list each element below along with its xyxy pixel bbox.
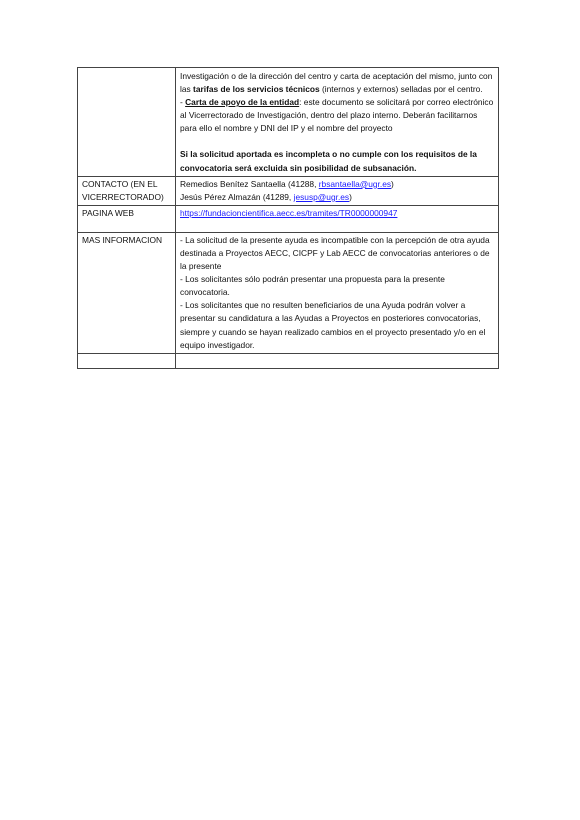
row-label: [78, 68, 176, 177]
website-link[interactable]: https://fundacioncientifica.aecc.es/tramites/TR0000000947: [180, 207, 398, 218]
info-table: [77, 67, 499, 369]
contact-name-1: Remedios Benítez Santaella (41288,: [180, 178, 319, 189]
table-row-mas: [78, 232, 499, 353]
contact-line-1: [180, 178, 494, 191]
table-row-contacto: [78, 176, 499, 205]
info-item-1: - La solicitud de la presente ayuda es incompatible con la percepción de otra ayuda destinada a Proyectos AECC, CICPF y Lab AECC de convocatorias anteriores o de la presente: [180, 234, 490, 272]
carta-title: Carta de apoyo de la entidad: [185, 97, 300, 108]
empty-label-cell: [78, 353, 176, 368]
tarifas-text: tarifas de los servicios técnicos: [193, 84, 320, 95]
web-label: PAGINA WEB: [78, 205, 176, 232]
table-row-web: [78, 205, 499, 232]
table-row: [78, 68, 499, 177]
empty-content-cell: [176, 353, 499, 368]
carta-text: : este documento se solicitará por correo electrónico al Vicerrectorado de Investigación, dentro del plazo interno. Deberán facilitarnos para ello el nombre y DNI del IP y el nombre del proyecto: [180, 97, 494, 134]
contact-name-2: Jesús Pérez Almazán (41289,: [180, 191, 294, 202]
requirements-paragraph: [180, 70, 494, 96]
requirements-text: Investigación o de la dirección del centro y carta de aceptación del mismo, junto con las: [180, 71, 493, 95]
contact-end-2: ): [349, 191, 352, 202]
email-link-2[interactable]: jesusp@ugr.es: [293, 191, 350, 202]
mas-label: MAS INFORMACION: [78, 232, 176, 353]
email-link-1[interactable]: rbsantaella@ugr.es: [318, 178, 392, 189]
paragraph-gap: [180, 135, 494, 148]
table-row-empty: [78, 353, 499, 368]
carta-paragraph: [180, 96, 494, 135]
info-item-2: - Los solicitantes sólo podrán presentar una propuesta para la presente convocatoria.: [180, 274, 445, 298]
row-content: [176, 68, 499, 177]
carta-prefix: -: [180, 97, 186, 108]
requirements-text-end: (internos y externos) selladas por el centro.: [319, 84, 483, 95]
warning-paragraph: Si la solicitud aportada es incompleta o no cumple con los requisitos de la convocatoria será excluida sin posibilidad de subsanación.: [180, 149, 477, 173]
web-content: [176, 205, 499, 232]
mas-content: [176, 232, 499, 353]
contacto-label: CONTACTO (EN EL VICERRECTORADO): [78, 176, 176, 205]
contacto-content: [176, 176, 499, 205]
contact-line-2: [180, 191, 494, 204]
contact-end-1: ): [391, 178, 394, 189]
info-item-3: - Los solicitantes que no resulten beneficiarios de una Ayuda podrán volver a presentar su candidatura a las Ayudas a Proyectos en posteriores convocatorias, siempre y cuando se hayan realizado cambios en el proyecto presentado y/o en el equipo investigador.: [180, 300, 486, 350]
